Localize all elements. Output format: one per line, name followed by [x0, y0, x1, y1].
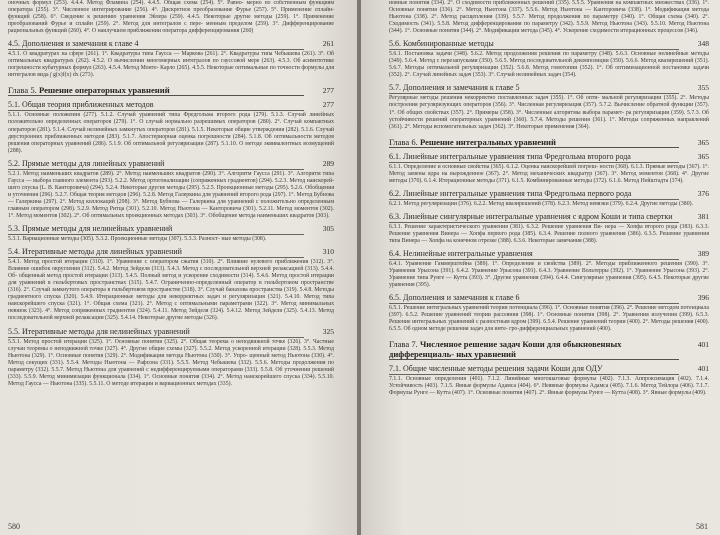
chapter-title: Численное решение задач Коши для обыкновенных дифференциаль- ных уравнений — [389, 339, 622, 360]
section-title: 5.5. Итеративные методы для нелинейных уравнений — [8, 327, 304, 338]
section-page-number: 261 — [322, 39, 334, 49]
chapter-number: Глава 6. — [389, 136, 418, 147]
toc-chapter-heading — [8, 85, 334, 96]
section-page-number: 376 — [697, 188, 709, 198]
toc-section-heading — [389, 152, 709, 163]
toc-section-heading — [389, 39, 709, 50]
section-title: 5.6. Комбинированные методы — [389, 39, 679, 50]
toc-entry-text: 5.6.1. Постановка задачи (348). 5.6.2. Метод продолжения решения по параметру (348). 5.6.3. Основные нелинейные методы (349). 5.6.4. Метод с перезапусками (350). 5.6.5. Метод последовательной декомпозиции (350). 5.6.6. Метод квазирешений (351). 5.6.7. Методы оптимальной регуляризации (352). 5.6.8. Метод гомотопии (352). 1°. Об оптимизационной постановке задачи (352). 2°. Случай линейных задач (353). 3°. Случай нелинейных задач (354). — [389, 51, 709, 79]
chapter-page-number: 365 — [697, 137, 709, 147]
chapter-heading — [389, 137, 679, 148]
section-title: 6.1. Линейные интегральные уравнения типа Фредгольма второго рода — [389, 152, 679, 163]
chapter-heading — [389, 339, 679, 360]
left-page — [0, 0, 357, 535]
section-page-number: 365 — [697, 151, 709, 161]
toc-section-heading — [8, 247, 334, 258]
section-title: 6.3. Линейные сингулярные интегральные уравнения с ядром Коши и типа свертки — [389, 212, 679, 223]
section-title: 5.7. Дополнения и замечания к главе 5 — [389, 83, 679, 94]
section-title: 6.4. Нелинейные интегральные уравнения — [389, 249, 679, 260]
section-page-number: 277 — [322, 100, 334, 110]
section-title: 6.5. Дополнения и замечания к главе 6 — [389, 293, 679, 304]
section-page-number: 310 — [322, 247, 334, 257]
section-page-number: 396 — [697, 293, 709, 303]
toc-entry-text: 6.3.1. Решение характеристического уравнения (381). 6.3.2. Решение уравнения Ви- нера — Хопфа второго рода (383). 6.3.3. Решение уравнения Винера — Хопфа первого рода (385). 6.3.4. Решение полного уравнения (386). 6.3.5. Решение уравнения типа Винера — Хопфа на конечном отрезке (388). 6.3.6. Некоторые замечания (388). — [389, 223, 709, 244]
right-page — [361, 0, 720, 535]
toc-section-heading — [389, 83, 709, 94]
chapter-title: Решение интегральных уравнений — [419, 136, 556, 147]
toc-entry-text: 5.4.1. Метод простой итерации (310). 1°. Уравнение с оператором сжатия (310). 2°. Влияние нулевого приближения (312). 3°. Влияние ошибок округления (312). 5.4.2. Метод Зейделя (313). 5.4.3. Метод с последовательной верхней релаксацией (313). 5.4.4. Об- общенный метод простой итерации (313). 5.4.5. Полный метод и ускорение сходимости (314). 5.4.6. Метод простой итерации для уравнений в гильбертовых пространствах (315). 5.4.7. Ограниченно-определенный оператор в гильбертовом пространстве (316). 2°. Случай замкнутого оператора в гильбертовом пространстве (318). 3°. Случай банахова пространства (319). 5.4.8. Методы градиентного спуска (320). 5.4.9. Итерационные методы для некорректных задач и регуляризация (321). 5.4.10. Метод типа наискорейшего спуска (321). 1°. Общая схема (321). 2°. Метод с оптимальными параметрами (322). 3°. Метод минимальных невязок (323). 4°. Метод сопряженных градиентов (324). 5.4.11. Метод Зейделя (324). 5.4.12. Метод Зейделя (325). 5.4.13. Метод последовательной верхней релаксации (325). 5.4.14. Некоторые другие методы (326). — [8, 259, 334, 322]
toc-chapter-heading — [389, 339, 709, 360]
chapter-page-number: 401 — [697, 340, 709, 350]
section-title: 5.4. Итеративные методы для линейных уравнений — [8, 247, 304, 258]
left-page-number: 580 — [8, 522, 20, 531]
section-page-number: 381 — [697, 211, 709, 221]
toc-entry-text: 5.1.1. Основные положения (277). 5.1.2. Случай уравнений типа Фредгольма второго рода (279). 5.1.3. Случай линейных положительно определенных операторов (279). 1°. О случай нормально разрешимых операторов (280). 2°. Случай компактных операторов (281). 5.1.4. Случай нелинейных замкнутых операторов (281). 5.1.5. Некоторые общие утверждения (282). 5.1.6. Случай двусторонних приближенных методов (283). 5.1.7. Апостериорная оценка погрешности (284). 5.1.8. Об оптимальности методов решения операторных уравнений (286). 5.1.9. Об оптимальной регуляризации (287). 5.1.10. О методе эквивалентных возмущений (288). — [8, 112, 334, 154]
section-title: 6.2. Линейные интегральные уравнения типа Фредгольма первого рода — [389, 189, 679, 200]
toc-entry-text: 6.1.1. Определение и основные свойства (365). 6.1.2. Оценка наискорейшей погреш- ности (368). 6.1.3. Прямые методы (367). 1°. Метод замены ядра на вырожденное (367). 2°. Метод механических квадратур (367). 3°. Метод моментов (368). 4°. Другие методы (370). 6.1.4. Итерационные методы (371). 6.1.5. Комбинированные методы (372). 6.1.6. Метод Нейштадта (374). — [389, 163, 709, 184]
toc-entry-text: оночных формул (253). 4.4.4. Метод Фламина (254). 4.4.5. Общая схема (254). 5°. Равно- мерно по собственным функциям оператора (255). 3°. Численное интегрирование (256). 4°. Дискретное преобразование Фурье (257). 5°. Применение сплайн-функций (258). 6°. Сведение к решению уравнения Эйлера (259). 4.4.5. Некоторые другие методы (259). 1°. Применение преобразований Фурье и сплайн (259). 2°. Метод для интегралов с пере- менным пределом (259). 3°. Дифференцирование рациональных функций (260). 4°. О наилучшем приближении оператора дифференцирования (260) — [8, 0, 334, 35]
toc-section-heading — [389, 293, 709, 304]
section-page-number: 389 — [697, 248, 709, 258]
toc-entry-text: 6.5.1. Решение интегральных уравнений теории потенциала (396). 1°. Основные понятия (396). 2°. Решение методом потенциала (397). 6.5.2. Решение уравнений теории рассеяния (398). 1°. Основные понятия (398). 2°. Уравнения излучения (399). 6.5.3. Решение интегральных уравнений с разностным ядром (399). 6.5.4. Решение уравнений теории (400). 2°. Методы решения (400). 6.5.5. Об одном методе решения задач для инте- гро-дифференциальных уравнений (400). — [389, 305, 709, 333]
toc-entry-text: 5.3.1. Вариационные методы (305). 5.3.2. Проекционные методы (307). 5.3.3. Разност- ные методы (308). — [8, 236, 267, 243]
toc-section-heading — [8, 224, 334, 235]
chapter-heading — [8, 85, 304, 96]
toc-entry-text: 6.2.1. Метод регуляризации (376). 6.2.2. Метод квазирешений (378). 6.2.3. Метод невязки (379). 6.2.4. Другие методы (380). — [389, 200, 693, 207]
section-title: 7.1. Общие численные методы решения задачи Коши для ОДУ — [389, 364, 679, 375]
toc-section-heading — [8, 100, 334, 111]
toc-entry-text: 6.4.1. Уравнение Гаммерштейна (389). 1°. Определение и свойства (389). 2°. Методы приближенного решения (390). 3°. Уравнения Урысона (391). 6.4.2. Уравнение Урысона (391). 6.4.3. Уравнение Вольтерры (392). 1°. Уравнение Урысона (393). 2°. Уравнение типа Рунге — Кутта (393). 3°. Другие уравнения (394). 6.4.4. Сингулярные уравнения (395). 6.4.5. Некоторые другие уравнения (395). — [389, 260, 709, 289]
section-page-number: 325 — [322, 326, 334, 336]
toc-entry-text: Регулярные методы решения некорректно поставленных задач (355). 1°. Об опти- мальной регуляризации (355). 2°. Методы построения регуляризующих операторов (356). 3°. Численная регуляризация (357). 5.7.2. Вычисление обратной функции (357). 1°. Об общих свойствах (357). 2°. Примеры (358). 3°. Численные алгоритмы выбора парамет- ра регуляризации (359). 5.7.3. Об устойчивости решений операторных уравнений (360). 5.7.4. Методы решения (361). 1°. Методы сопряженных направлений (361). 2°. Методы вспомогательных задач (362). 3°. Некоторые применения (364). — [389, 95, 709, 130]
section-page-number: 348 — [697, 39, 709, 49]
chapter-page-number: 277 — [322, 86, 334, 96]
section-title: 5.2. Прямые методы для линейных уравнений — [8, 159, 304, 170]
section-page-number: 289 — [322, 158, 334, 168]
toc-section-heading — [8, 39, 334, 50]
toc-section-heading — [8, 327, 334, 338]
right-page-number: 581 — [696, 522, 708, 531]
section-page-number: 355 — [697, 83, 709, 93]
toc-entry-text: 5.5.1. Метод простой итерации (325). 1°. Основные понятия (325). 2°. Общая теорема о неподвижной точке (326). 3°. Частные случаи теоремы о неподвижной точке (327). 4°. Другие общие схемы (327). 5.5.2. Метод ускоренной итерации (328). 5.5.3. Метод Ньютона (329). 1°. Основные понятия (329). 2°. Модификации метода Ньютона (330). 3°. Упро- щенный метод Ньютона (330). 4°. Метод секущих (331). 5.5.4. Методы Ньютона — Рафсона (331). 5.5.5. Метод Чебышева (332). 5.5.6. Методы продолжения по параметру (332). 5.5.7. Метод Ньютона для уравнений с недифференцируемыми операторами (333). 5.5.8. Об уточнении решений (333). 5.5.9. Метод минимизации функционала (334). 1°. Основные понятия (334). 2°. Метод наискорейшего спуска (334). 5.5.10. Метод Гаусса — Ньютона (335). 5.5.11. О методе итерации и вариационных методах (335). — [8, 338, 334, 387]
section-title: 5.1. Общая теория приближенных методов — [8, 100, 304, 111]
toc-section-heading — [8, 159, 334, 170]
section-page-number: 305 — [322, 224, 334, 234]
toc-entry-text: 5.2.1. Метод наименьших квадратов (289). 2°. Метод наименьших квадратов (290). 3°. Алгоритм Гаусса (291). 3°. Алгоритм типа Гаусса — выбора главного элемента (293). 5.2.2. Метод ортогонализации (сопряженных градиентов) (294). 5.2.3. Метод наискорей- шего спуска (L. В. Канторовича) (294). 5.2.4. Некоторые другие методы (295). 5.2.5. Проекционные методы (295). 5.2.6. Обобщения и уточнения (296). 5.2.7. Общая теория методов (296). 5.2.8. Метод Галеркина для уравнений второго рода (297). 1°. Метод Бубнова — Галеркина (297). 2°. Метод коллокаций (298). 3°. Метод Бубнова — Галеркина для уравнений с положительно определенным главным оператором (298). 5.2.9. Метод Ритца (301). 5.2.10. Метод Ньютона — Канторовича (301). 5.2.11. Метод моментов (302). 1°. Метод моментов (302). 2°. Об оптимальных проекционных методах (303). 3°. Обобщение метода наименьших квадратов (303). — [8, 170, 334, 219]
left-page-content — [8, 0, 334, 388]
section-title: 4.5. Дополнения и замечания к главе 4 — [8, 39, 304, 50]
toc-entry-text: 4.5.1. О квадратурах на сфере (261). 1°. Квадратуры типа Гаусса — Маркова (261). 2°. Квадратуры типа Чебышева (261). 3°. Об оптимальных квадратурах (262). 4.5.2. О вычислении многомерных интегралов по гауссовой мере (263). 4.5.3. Об асимптотике погрешности кубатурных формул (263). 4.5.4. Метод Монте- Карло (265). 4.5.5. Некоторые оптимальные по точности формулы для интегралов вида ∫ g(x)f(x) dx (273). — [8, 51, 334, 79]
chapter-number: Глава 5. — [8, 85, 37, 96]
section-title: 5.3. Прямые методы для нелинейных уравнений — [8, 224, 304, 235]
toc-section-heading — [389, 189, 709, 200]
toc-entry-text: новные понятия (334). 2°. О сходимости приближенных решений (335). 5.5.5. Уравнения на компактных множествах (336). 1°. Основные понятия (336). 2°. Метод Ньютона (337). 5.5.6. Метод Ньютона — Канторовича (338). 1°. Модификация метода Ньютона (338). 2°. Метод расщепления (339). 5.5.7. Метод продолжения по параметру (340). 1°. Общая схема (340). 2°. Сходимость (341). 5.5.8. Метод дифференцирования по параметру (342). 5.5.9. Метод Ньютона (343). 5.5.10. Метод Ньютона (344). 1°. Основные понятия (344). 2°. Модификации метода (345). 4°. Ускорение сходимости итерационных процессов (346). — [389, 0, 709, 35]
toc-section-heading — [389, 212, 709, 223]
chapter-title: Решение операторных уравнений — [38, 85, 170, 96]
chapter-number: Глава 7. — [389, 339, 418, 350]
right-page-content — [389, 0, 709, 398]
toc-section-heading — [389, 364, 709, 375]
toc-section-heading — [389, 249, 709, 260]
toc-entry-text: 7.1.1. Основные определения (401). 7.1.2. Линейные многошаговые формулы (402). 7.1.3. Аппроксимация (402). 7.1.4. Устойчивость (403). 7.1.5. Явные формулы Адамса (404). 6°. Неявные формулы Адамса (405). 7.1.6. Метод Тейлора (406). 7.1.7. Формулы Рунге — Кутта (407). 1°. Основные понятия (407). 2°. Явные формулы Рунге — Кутта (408). 3°. Явные формулы (409). — [389, 376, 709, 397]
toc-chapter-heading — [389, 137, 709, 148]
section-page-number: 401 — [697, 364, 709, 374]
